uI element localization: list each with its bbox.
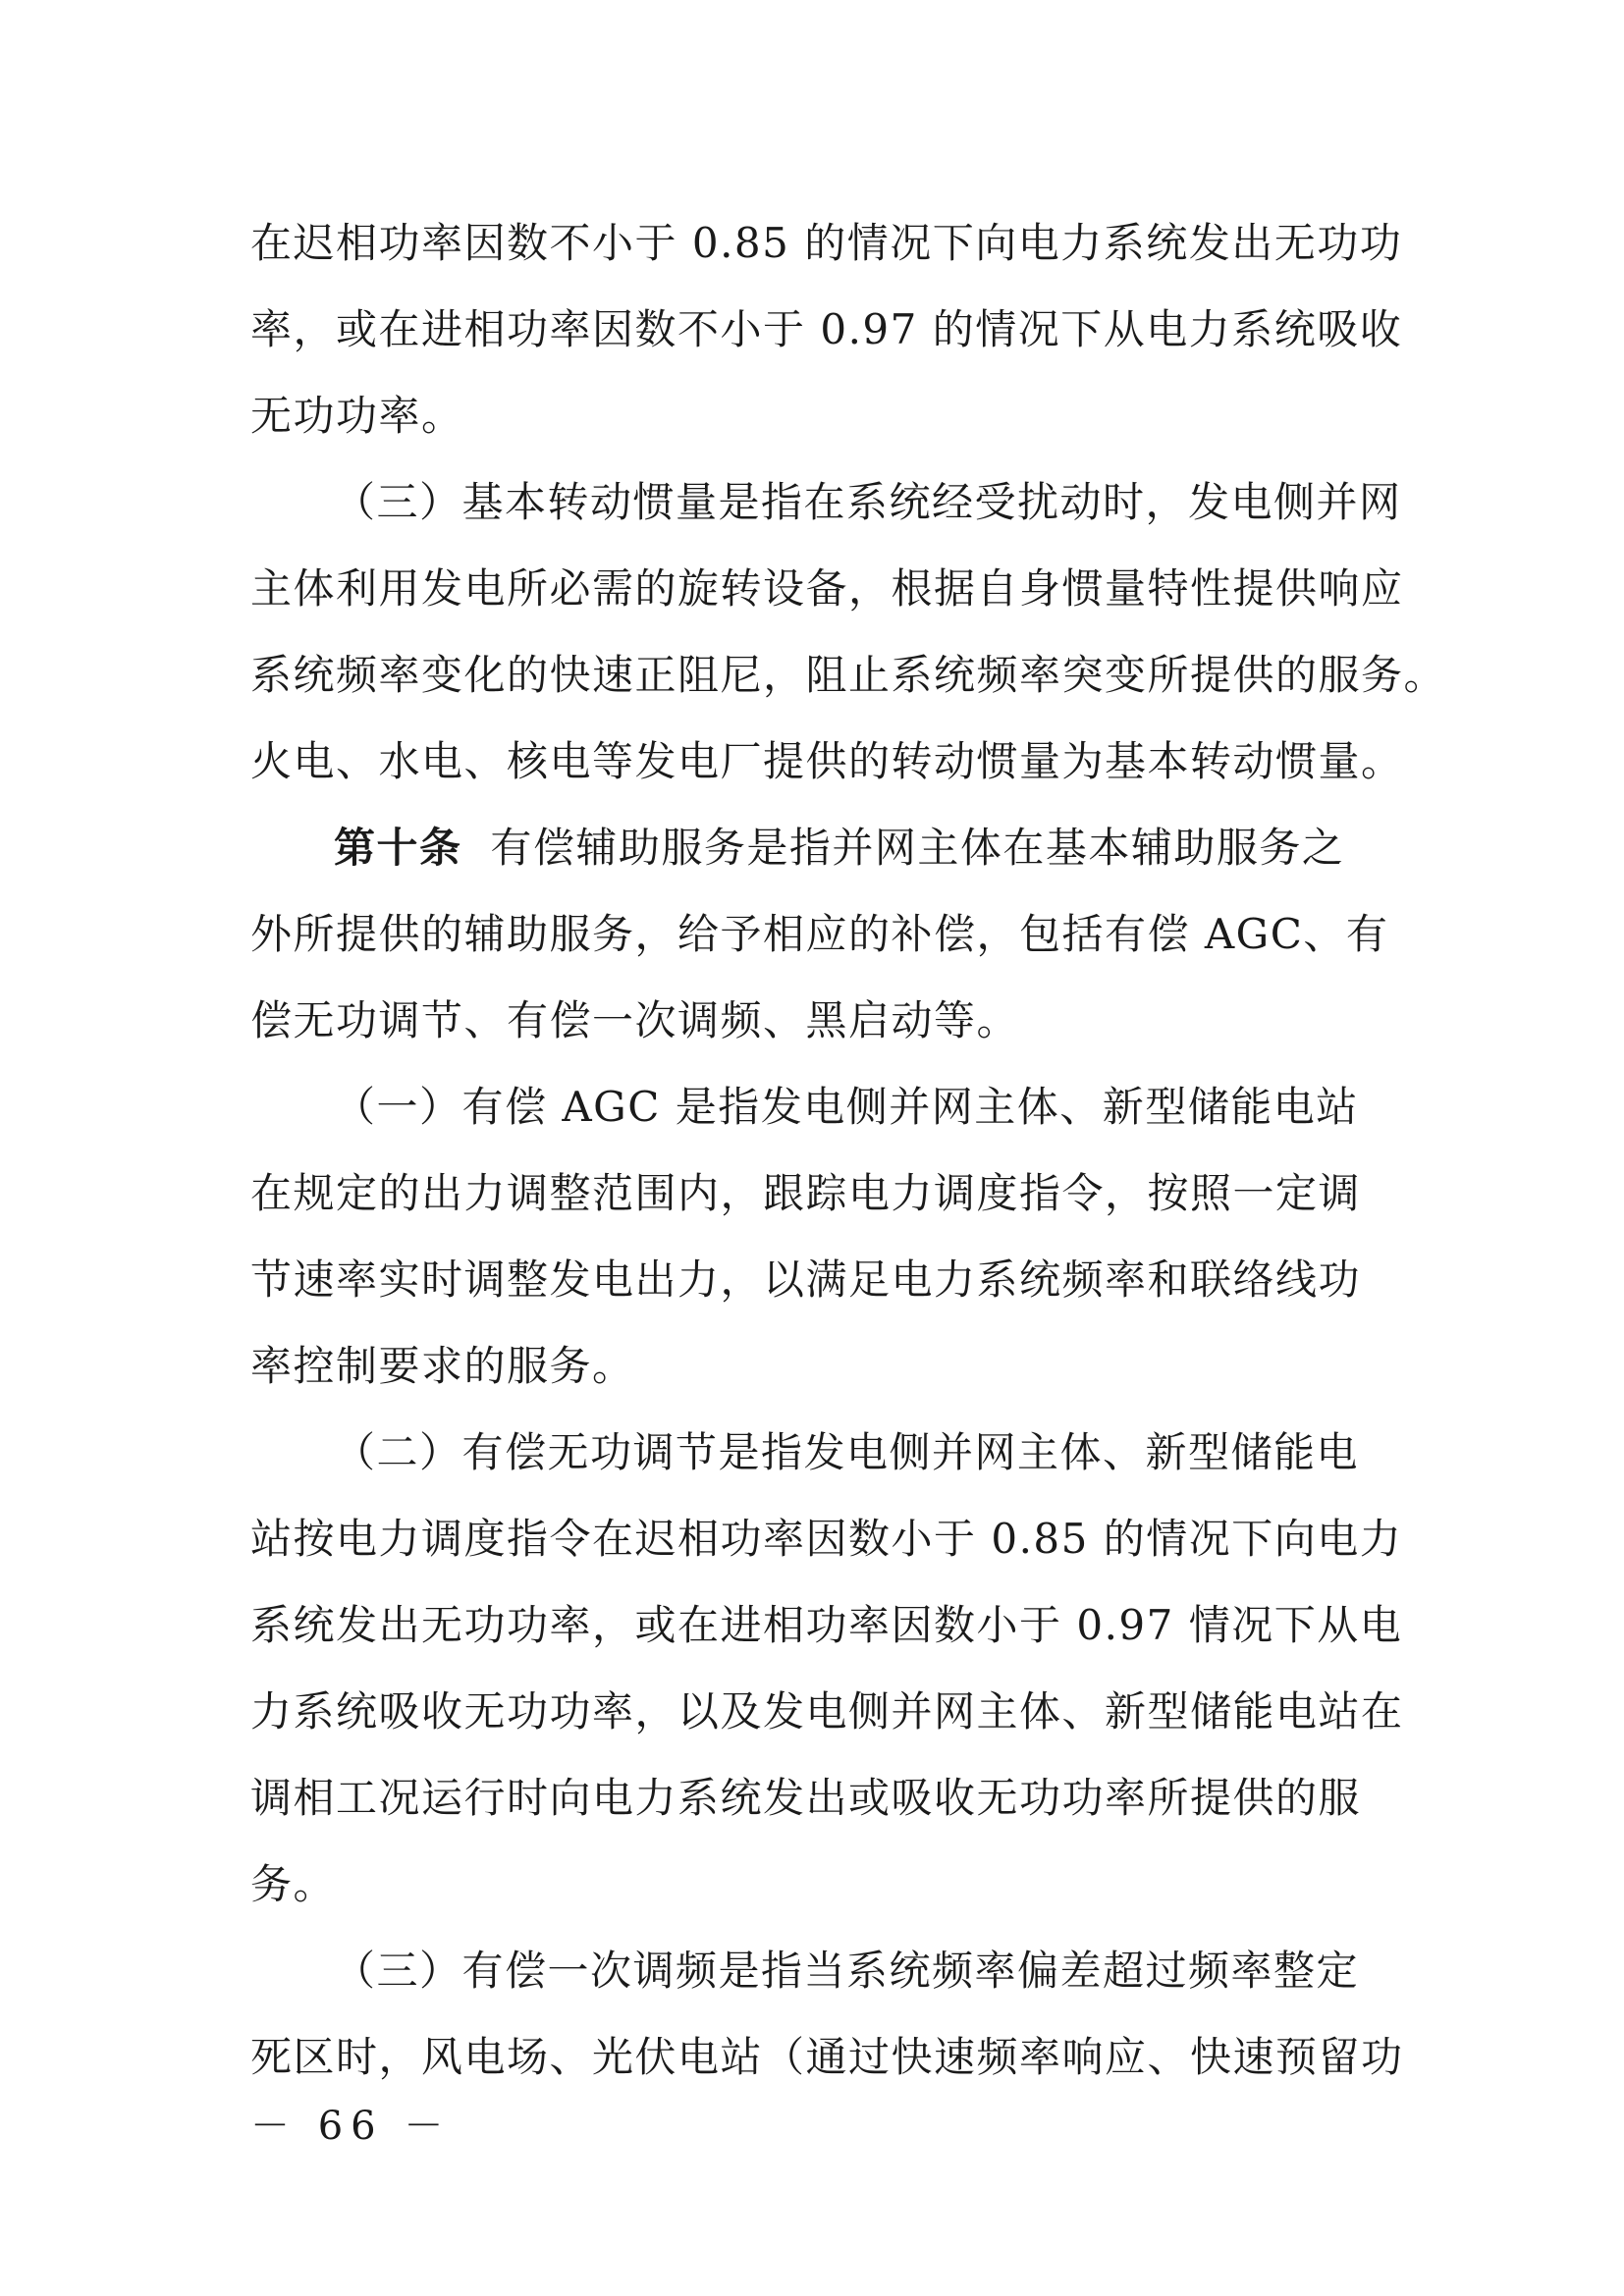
text-line: 在迟相功率因数不小于 0.85 的情况下向电力系统发出无功功 <box>250 219 1403 267</box>
text-line: 偿无功调节、有偿一次调频、黑启动等。 <box>250 996 1020 1044</box>
text-line: 死区时，风电场、光伏电站（通过快速频率响应、快速预留功 <box>250 2033 1404 2081</box>
text-line: 节速率实时调整发电出力，以满足电力系统频率和联络线功 <box>250 1255 1362 1304</box>
text-line: 调相工况运行时向电力系统发出或吸收无功功率所提供的服 <box>250 1774 1362 1822</box>
text-line: 站按电力调度指令在迟相功率因数小于 0.85 的情况下向电力 <box>250 1515 1403 1563</box>
paragraph-start: （一）有偿 AGC 是指发电侧并网主体、新型储能电站 <box>334 1083 1359 1131</box>
text-line: 主体利用发电所必需的旋转设备，根据自身惯量特性提供响应 <box>250 564 1404 613</box>
article-text: 有偿辅助服务是指并网主体在基本辅助服务之 <box>490 824 1345 872</box>
paragraph-start: （三）有偿一次调频是指当系统频率偏差超过频率整定 <box>334 1947 1360 1995</box>
text-line: 在规定的出力调整范围内，跟踪电力调度指令，按照一定调 <box>250 1169 1362 1217</box>
text-line: 务。 <box>250 1860 337 1908</box>
text-line: 系统发出无功功率，或在进相功率因数小于 0.97 情况下从电 <box>250 1601 1403 1649</box>
text-line: 率，或在进相功率因数不小于 0.97 的情况下从电力系统吸收 <box>250 305 1403 353</box>
text-line: 外所提供的辅助服务，给予相应的补偿，包括有偿 AGC、有 <box>250 910 1389 958</box>
text-line: 率控制要求的服务。 <box>250 1342 635 1390</box>
text-line: 力系统吸收无功功率，以及发电侧并网主体、新型储能电站在 <box>250 1687 1404 1735</box>
page-number: － 66 － <box>250 2104 452 2149</box>
text-line: 火电、水电、核电等发电厂提供的转动惯量为基本转动惯量。 <box>250 737 1404 785</box>
article-label: 第十条 <box>334 824 462 872</box>
paragraph-start: （三）基本转动惯量是指在系统经受扰动时，发电侧并网 <box>334 478 1402 526</box>
paragraph-start: （二）有偿无功调节是指发电侧并网主体、新型储能电 <box>334 1428 1360 1476</box>
article-heading-line <box>334 819 1389 878</box>
text-line: 系统频率变化的快速正阻尼，阻止系统频率突变所提供的服务。 <box>250 651 1447 699</box>
text-line: 无功功率。 <box>250 392 464 440</box>
